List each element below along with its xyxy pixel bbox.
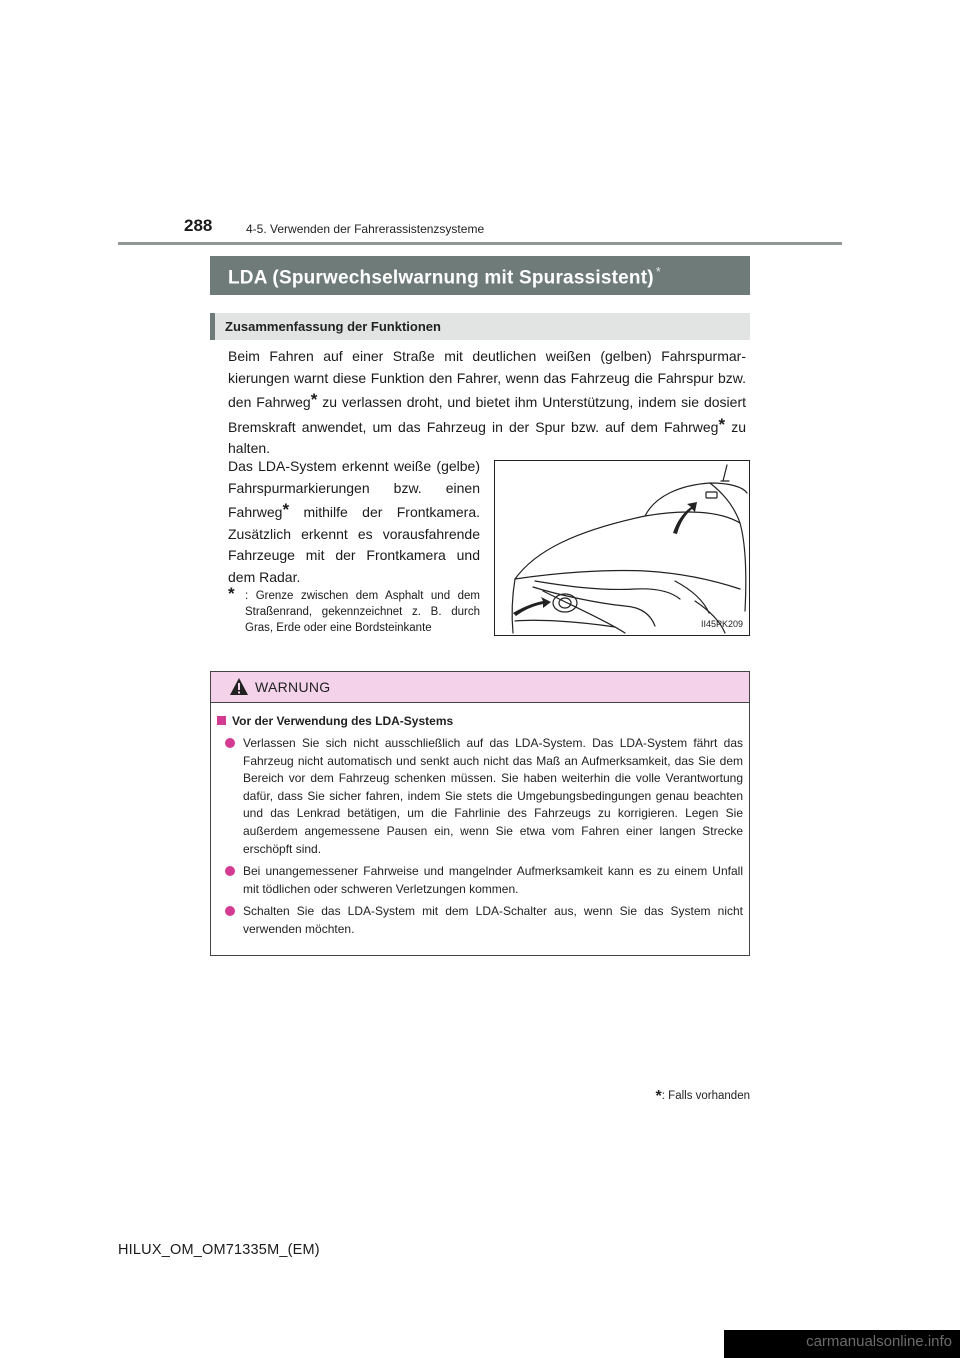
warning-subheading-text: Vor der Verwendung des LDA-Systems: [232, 714, 454, 728]
vehicle-illustration: [494, 460, 750, 636]
footnote-optional: [656, 1088, 750, 1106]
footnote-star: *: [310, 390, 318, 409]
car-front-icon: [495, 461, 749, 635]
subheading: Zusammenfassung der Funktionen: [210, 313, 750, 340]
detection-text-1: Das LDA-System erkennt weiße (gelbe) Fahrspurmarkierungen bzw. einen Fahrweg: [228, 458, 480, 520]
intro-text-2: zu verlassen droht, und bietet ihm Unterstützung, indem sie dosiert Bremskraft anwendet, um das Fahrzeug in der Spur bzw. auf dem Fahrweg: [228, 394, 746, 435]
warning-subheading: [217, 714, 453, 728]
warning-triangle-icon: [229, 677, 249, 696]
footnote-optional-text: : Falls vorhanden: [661, 1090, 750, 1102]
footnote-star: *: [718, 414, 726, 434]
intro-text-1: Beim Fahren auf einer Straße mit deutlichen weißen (gelben) Fahrspurmarkierungen warnt diese Funktion den Fahrer, wenn das Fahrzeug die Fahrspur bzw. den Fahrweg: [228, 348, 746, 410]
section-title: 4-5. Verwenden der Fahrerassistenzsysteme: [246, 222, 485, 236]
bullet-dot-icon: [225, 866, 235, 876]
square-bullet-icon: [217, 716, 226, 725]
watermark: [724, 1330, 960, 1358]
warning-title: WARNUNG: [255, 679, 331, 695]
footnote-definition-text: : Grenze zwischen dem Asphalt und dem Straßenrand, gekennzeichnet z. B. durch Gras, Erde oder eine Bordsteinkante: [245, 590, 480, 634]
optional-mark: *: [655, 264, 662, 279]
warning-bullet-text: Bei unangemessener Fahrweise und mangelnder Aufmerksamkeit kann es zu einem Unfall mit tödlichen oder schweren Verletzungen kommen.: [243, 864, 743, 896]
figure-code: II45PK209: [700, 619, 743, 629]
page-number: 288: [184, 216, 213, 235]
detection-text-2: mithilfe der Frontkamera. Zusätzlich erkennt es vorausfahrende Fahrzeuge mit der Frontkamera und dem Radar.: [228, 504, 480, 585]
watermark-text: carmanualsonline.info: [806, 1333, 952, 1350]
bullet-dot-icon: [225, 906, 235, 916]
header-divider: [118, 242, 842, 245]
intro-paragraph: [228, 346, 746, 460]
document-id: HILUX_OM_OM71335M_(EM): [118, 1242, 320, 1258]
footnote-definition: [228, 584, 480, 636]
detection-paragraph: [228, 456, 480, 588]
bullet-dot-icon: [225, 738, 235, 748]
page-title: [210, 256, 750, 295]
warning-bullet-text: Schalten Sie das LDA-System mit dem LDA-Schalter aus, wenn Sie das System nicht verwenden möchten.: [243, 904, 743, 936]
warning-bullet-text: Verlassen Sie sich nicht ausschließlich auf das LDA-System. Das LDA-System fährt das Fahrzeug nicht automatisch und senkt auch nicht das Maß an Aufmerksamkeit, das Sie dem Bereich vor dem Fahrzeug schenken müssen. Sie haben weiterhin die volle Verantwortung dafür, dass Sie sicher fahren, indem Sie stets die Umgebungsbedingungen genau beachten und das Lenkrad betätigen, um die Fahrlinie des Fahrzeugs zu korrigieren. Legen Sie außerdem angemessene Pausen ein, wenn Sie etwa vom Fahren einer langen Strecke erschöpft sind.: [243, 736, 743, 856]
warning-bullet: [243, 903, 743, 938]
warning-box: [210, 671, 750, 956]
page-title-text: LDA (Spurwechselwarnung mit Spurassistent): [228, 267, 654, 289]
footnote-star: *: [655, 1088, 662, 1105]
intro-text-3: zu halten.: [228, 418, 746, 456]
warning-bullet: [243, 863, 743, 898]
footnote-star: *: [282, 500, 290, 519]
footnote-star: *: [228, 584, 235, 603]
warning-bullet: [243, 735, 743, 858]
subheading-accent: [210, 313, 215, 340]
warning-header: [211, 672, 749, 703]
